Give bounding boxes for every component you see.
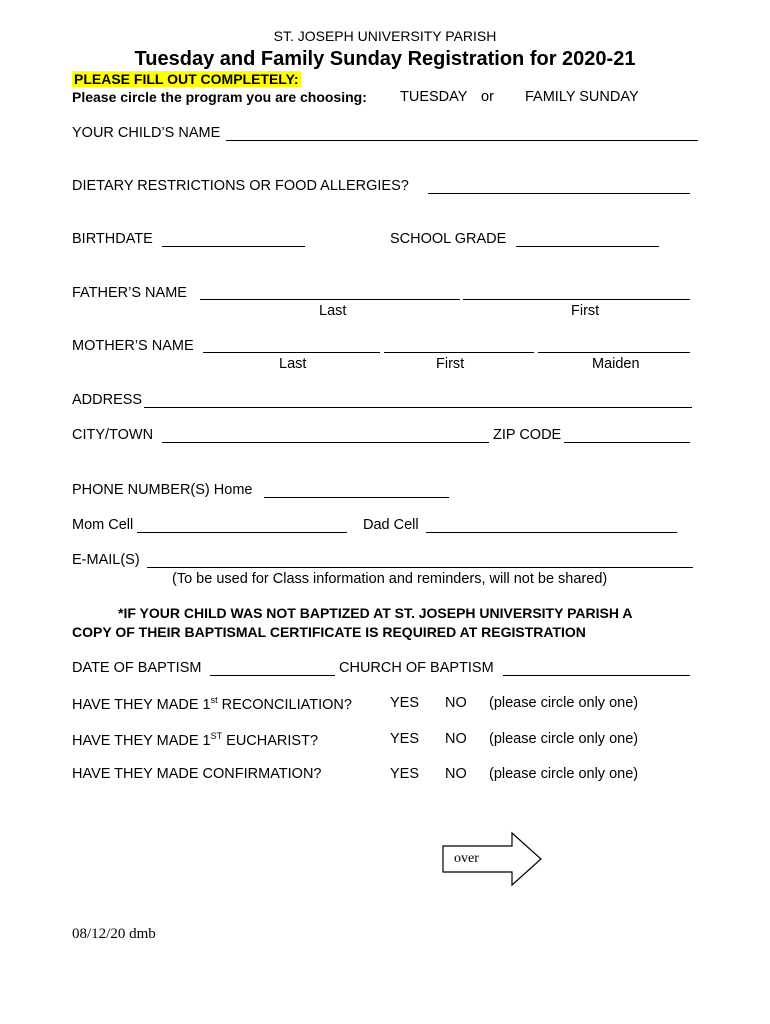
father-first-caption: First bbox=[571, 303, 600, 319]
reconciliation-yes[interactable]: YES bbox=[390, 695, 420, 711]
option-tuesday[interactable]: TUESDAY bbox=[400, 89, 468, 105]
zip-line[interactable] bbox=[564, 442, 690, 443]
baptism-notice-line2: COPY OF THEIR BAPTISMAL CERTIFICATE IS REQUIRED AT REGISTRATION bbox=[72, 624, 586, 640]
child-name-line[interactable] bbox=[226, 140, 698, 141]
city-line[interactable] bbox=[162, 442, 489, 443]
question-confirmation: HAVE THEY MADE CONFIRMATION? bbox=[72, 766, 322, 782]
baptism-date-label: DATE OF BAPTISM bbox=[72, 660, 202, 676]
program-prompt: Please circle the program you are choosing: bbox=[72, 89, 367, 105]
father-label: FATHER’S NAME bbox=[72, 285, 187, 301]
question-eucharist: HAVE THEY MADE 1ST EUCHARIST? bbox=[72, 731, 319, 749]
dad-cell-label: Dad Cell bbox=[363, 517, 419, 533]
email-line[interactable] bbox=[147, 567, 693, 568]
baptism-church-label: CHURCH OF BAPTISM bbox=[339, 660, 494, 676]
baptism-church-line[interactable] bbox=[503, 675, 690, 676]
mother-first-line[interactable] bbox=[384, 352, 534, 353]
email-note: (To be used for Class information and reminders, will not be shared) bbox=[172, 571, 608, 587]
phone-home-line[interactable] bbox=[264, 497, 449, 498]
eucharist-no[interactable]: NO bbox=[445, 731, 467, 747]
baptism-date-line[interactable] bbox=[210, 675, 335, 676]
email-label: E-MAIL(S) bbox=[72, 552, 140, 568]
school-grade-line[interactable] bbox=[516, 246, 659, 247]
form-code: 08/12/20 dmb bbox=[72, 926, 156, 942]
reconciliation-instruction: (please circle only one) bbox=[489, 695, 639, 711]
over-label: over bbox=[454, 851, 479, 866]
mother-first-caption: First bbox=[436, 356, 465, 372]
dietary-line[interactable] bbox=[428, 193, 690, 194]
dietary-label: DIETARY RESTRICTIONS OR FOOD ALLERGIES? bbox=[72, 178, 409, 194]
option-family-sunday[interactable]: FAMILY SUNDAY bbox=[525, 89, 639, 105]
eucharist-instruction: (please circle only one) bbox=[489, 731, 639, 747]
address-line[interactable] bbox=[144, 407, 692, 408]
address-label: ADDRESS bbox=[72, 392, 143, 408]
question-reconciliation: HAVE THEY MADE 1st RECONCILIATION? bbox=[72, 695, 352, 713]
reconciliation-no[interactable]: NO bbox=[445, 695, 467, 711]
mom-cell-line[interactable] bbox=[137, 532, 347, 533]
city-label: CITY/TOWN bbox=[72, 427, 154, 443]
father-first-line[interactable] bbox=[463, 299, 690, 300]
father-last-line[interactable] bbox=[200, 299, 460, 300]
mom-cell-label: Mom Cell bbox=[72, 517, 134, 533]
school-grade-label: SCHOOL GRADE bbox=[390, 231, 507, 247]
fill-notice: PLEASE FILL OUT COMPLETELY: bbox=[74, 71, 299, 87]
form-title: Tuesday and Family Sunday Registration for 2020-21 bbox=[134, 48, 636, 70]
phone-home-label: PHONE NUMBER(S) Home bbox=[72, 482, 253, 498]
eucharist-yes[interactable]: YES bbox=[390, 731, 420, 747]
child-name-label: YOUR CHILD’S NAME bbox=[72, 125, 221, 141]
option-or: or bbox=[481, 89, 494, 105]
mother-label: MOTHER’S NAME bbox=[72, 338, 194, 354]
birthdate-label: BIRTHDATE bbox=[72, 231, 153, 247]
confirmation-instruction: (please circle only one) bbox=[489, 766, 639, 782]
baptism-notice-line1: *IF YOUR CHILD WAS NOT BAPTIZED AT ST. JOSEPH UNIVERSITY PARISH A bbox=[118, 605, 633, 621]
confirmation-no[interactable]: NO bbox=[445, 766, 467, 782]
birthdate-line[interactable] bbox=[162, 246, 305, 247]
mother-last-caption: Last bbox=[279, 356, 307, 372]
mother-maiden-line[interactable] bbox=[538, 352, 690, 353]
mother-maiden-caption: Maiden bbox=[592, 356, 640, 372]
father-last-caption: Last bbox=[319, 303, 347, 319]
zip-label: ZIP CODE bbox=[493, 427, 562, 443]
confirmation-yes[interactable]: YES bbox=[390, 766, 420, 782]
parish-name: ST. JOSEPH UNIVERSITY PARISH bbox=[273, 28, 497, 44]
dad-cell-line[interactable] bbox=[426, 532, 677, 533]
mother-last-line[interactable] bbox=[203, 352, 380, 353]
